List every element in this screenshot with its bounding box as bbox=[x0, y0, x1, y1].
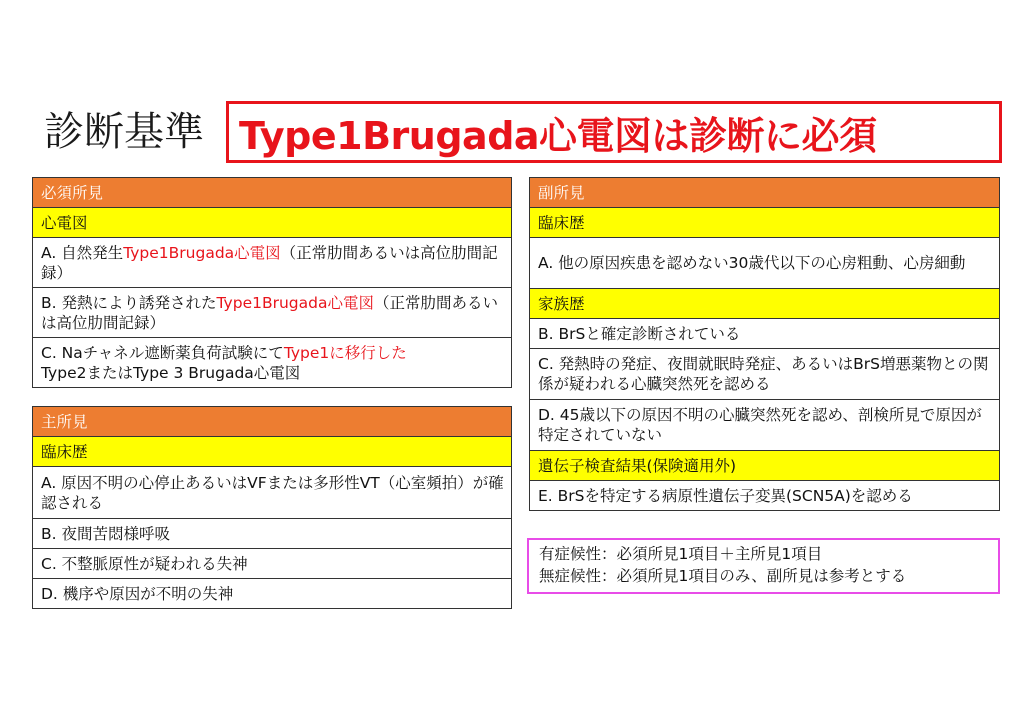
major-item-b: B. 夜間苦悶様呼吸 bbox=[33, 519, 512, 549]
required-item-a bbox=[33, 238, 512, 288]
required-item-c-suffix: Type2またはType 3 Brugada心電図 bbox=[41, 363, 301, 382]
title-highlight-text: Type1Brugada心電図は診断に必須 bbox=[239, 113, 877, 158]
required-item-c-prefix: C. Naチャネル遮断薬負荷試験にて bbox=[41, 343, 284, 362]
major-findings-header: 主所見 bbox=[33, 407, 512, 437]
required-item-a-highlight: Type1Brugada心電図 bbox=[123, 243, 281, 262]
required-findings-header: 必須所見 bbox=[33, 178, 512, 208]
required-item-b bbox=[33, 288, 512, 338]
diagnosis-summary-box bbox=[527, 538, 1000, 594]
summary-symptomatic: 有症候性：必須所見1項目＋主所見1項目 bbox=[539, 545, 823, 563]
major-history-subheader: 臨床歴 bbox=[33, 437, 512, 467]
minor-item-b: B. BrSと確定診断されている bbox=[530, 319, 1000, 349]
required-item-a-prefix: A. 自然発生 bbox=[41, 243, 124, 262]
title-highlight-box bbox=[226, 101, 1002, 163]
required-ecg-subheader: 心電図 bbox=[33, 208, 512, 238]
required-item-b-suffix: （正常肋間あるいは高位肋間記録） bbox=[41, 293, 498, 332]
minor-item-c: C. 発熱時の発症、夜間就眠時発症、あるいはBrS増悪薬物との関係が疑われる心臓突然死を認める bbox=[530, 349, 1000, 400]
minor-item-e: E. BrSを特定する病原性遺伝子変異(SCN5A)を認める bbox=[530, 481, 1000, 511]
genetic-test-subheader: 遺伝子検査結果(保険適用外) bbox=[530, 451, 1000, 481]
minor-findings-header: 副所見 bbox=[530, 178, 1000, 208]
minor-history-subheader: 臨床歴 bbox=[530, 208, 1000, 238]
required-item-b-prefix: B. 発熱により誘発された bbox=[41, 293, 217, 312]
required-item-b-highlight: Type1Brugada心電図 bbox=[216, 293, 374, 312]
major-item-c: C. 不整脈原性が疑われる失神 bbox=[33, 549, 512, 579]
required-item-a-suffix: （正常肋間あるいは高位肋間記録） bbox=[41, 243, 498, 282]
page-title: 診断基準 bbox=[44, 109, 204, 155]
major-findings-table bbox=[32, 406, 512, 609]
major-item-d: D. 機序や原因が不明の失神 bbox=[33, 579, 512, 609]
minor-findings-table bbox=[529, 177, 1000, 511]
family-history-subheader: 家族歴 bbox=[530, 289, 1000, 319]
required-item-c bbox=[33, 338, 512, 388]
required-findings-table bbox=[32, 177, 512, 388]
required-item-c-highlight: Type1に移行した bbox=[283, 343, 407, 362]
summary-asymptomatic: 無症候性：必須所見1項目のみ、副所見は参考とする bbox=[539, 567, 907, 585]
major-item-a: A. 原因不明の心停止あるいはVFまたは多形性VT（心室頻拍）が確認される bbox=[33, 467, 512, 519]
minor-item-d: D. 45歳以下の原因不明の心臓突然死を認め、剖検所見で原因が特定されていない bbox=[530, 400, 1000, 451]
minor-item-a: A. 他の原因疾患を認めない30歳代以下の心房粗動、心房細動 bbox=[530, 238, 1000, 289]
